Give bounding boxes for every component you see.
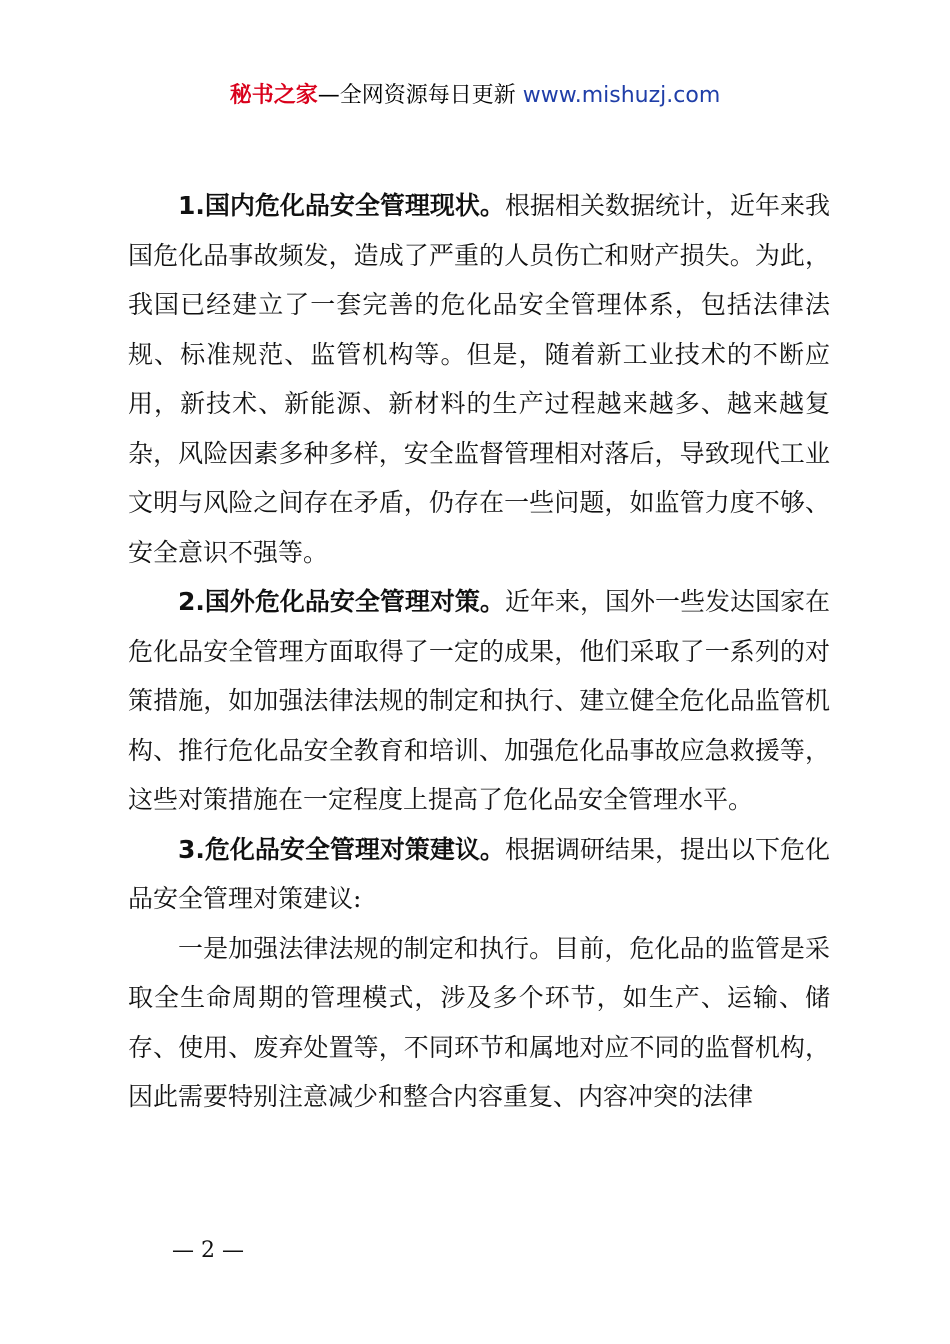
paragraph-text: 一是加强法律法规的制定和执行。目前，危化品的监管是采取全生命周期的管理模式，涉及多个环节，如生产、运输、储存、使用、废弃处置等，不同环节和属地对应不同的监督机构，因此需要特别注意减少和整合内容重复、内容冲突的法律	[128, 933, 830, 1111]
site-header	[0, 80, 950, 112]
paragraph-foreign-measures	[128, 577, 830, 825]
paragraph-lead: 1.国内危化品安全管理现状。	[178, 191, 505, 220]
paragraph-text: 近年来，国外一些发达国家在危化品安全管理方面取得了一定的成果，他们采取了一系列的对策措施，如加强法律法规的制定和执行、建立健全危化品监管机构、推行危化品安全教育和培训、加强危化品事故应急救援等，这些对策措施在一定程度上提高了危化品安全管理水平。	[128, 587, 830, 814]
paragraph-lead: 2.国外危化品安全管理对策。	[178, 587, 505, 616]
document-body	[128, 181, 830, 1122]
paragraph-text: 根据相关数据统计，近年来我国危化品事故频发，造成了严重的人员伤亡和财产损失。为此，我国已经建立了一套完善的危化品安全管理体系，包括法律法规、标准规范、监管机构等。但是，随着新工业技术的不断应用，新技术、新能源、新材料的生产过程越来越多、越来越复杂，风险因素多种多样，安全监督管理相对落后，导致现代工业文明与风险之间存在矛盾，仍存在一些问题，如监管力度不够、安全意识不强等。	[128, 191, 830, 567]
page-number: — 2 —	[172, 1238, 244, 1263]
paragraph-domestic-status	[128, 181, 830, 577]
site-brand: 秘书之家	[229, 83, 318, 108]
paragraph-suggestion-one	[128, 924, 830, 1122]
site-slogan: —全网资源每日更新	[317, 83, 516, 108]
site-url-link[interactable]: www.mishuzj.com	[522, 83, 721, 108]
paragraph-suggestions	[128, 825, 830, 924]
paragraph-text: 根据调研结果，提出以下危化品安全管理对策建议:	[128, 834, 830, 913]
paragraph-lead: 3.危化品安全管理对策建议。	[178, 834, 505, 864]
